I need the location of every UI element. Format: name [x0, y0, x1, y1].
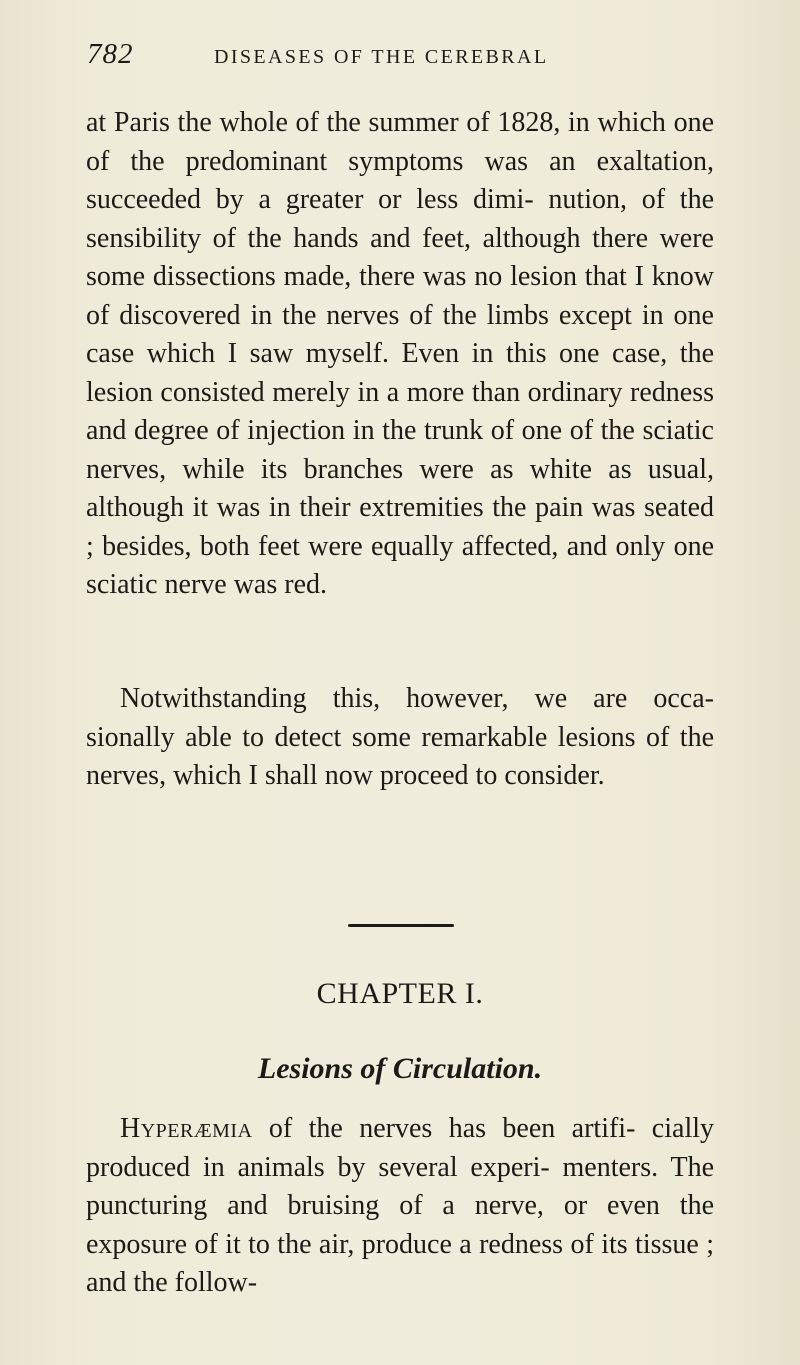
paragraph-hyperaemia-text: of the nerves has been artifi- cially produced in animals by several experi- menters. The puncturing and bruising of a nerve, or even the exposure of it to the air, produce a redness of its tissue ; and the follow-	[86, 1113, 714, 1298]
running-title: DISEASES OF THE CEREBRAL	[214, 46, 549, 68]
paragraph-hyperaemia	[86, 1110, 714, 1303]
chapter-subtitle: Lesions of Circulation.	[257, 1052, 543, 1085]
paragraph-continued: at Paris the whole of the summer of 1828, in which one of the predominant symptoms was an exaltation, succeeded by a greater or less dimi- nution, of the sensibility of the hands and feet, although there were some dissections made, there was no lesion that I know of discovered in the nerves of the limbs except in one case which I saw myself. Even in this one case, the lesion consisted merely in a more than ordinary redness and degree of injection in the trunk of one of the sciatic nerves, while its branches were as white as usual, although it was in their extremities the pain was seated ; besides, both feet were equally affected, and only one sciatic nerve was red.	[86, 107, 714, 600]
paragraph-notwithstanding: Notwithstanding this, however, we are occa- sionally able to detect some remarkable lesions of the nerves, which I shall now proceed to consider.	[86, 683, 714, 791]
page-header	[80, 38, 720, 78]
page-number: 782	[87, 38, 134, 70]
chapter-heading: CHAPTER I.	[316, 977, 484, 1010]
lead-word: Hyperæmia	[120, 1113, 253, 1144]
section-divider-rule	[348, 924, 454, 927]
